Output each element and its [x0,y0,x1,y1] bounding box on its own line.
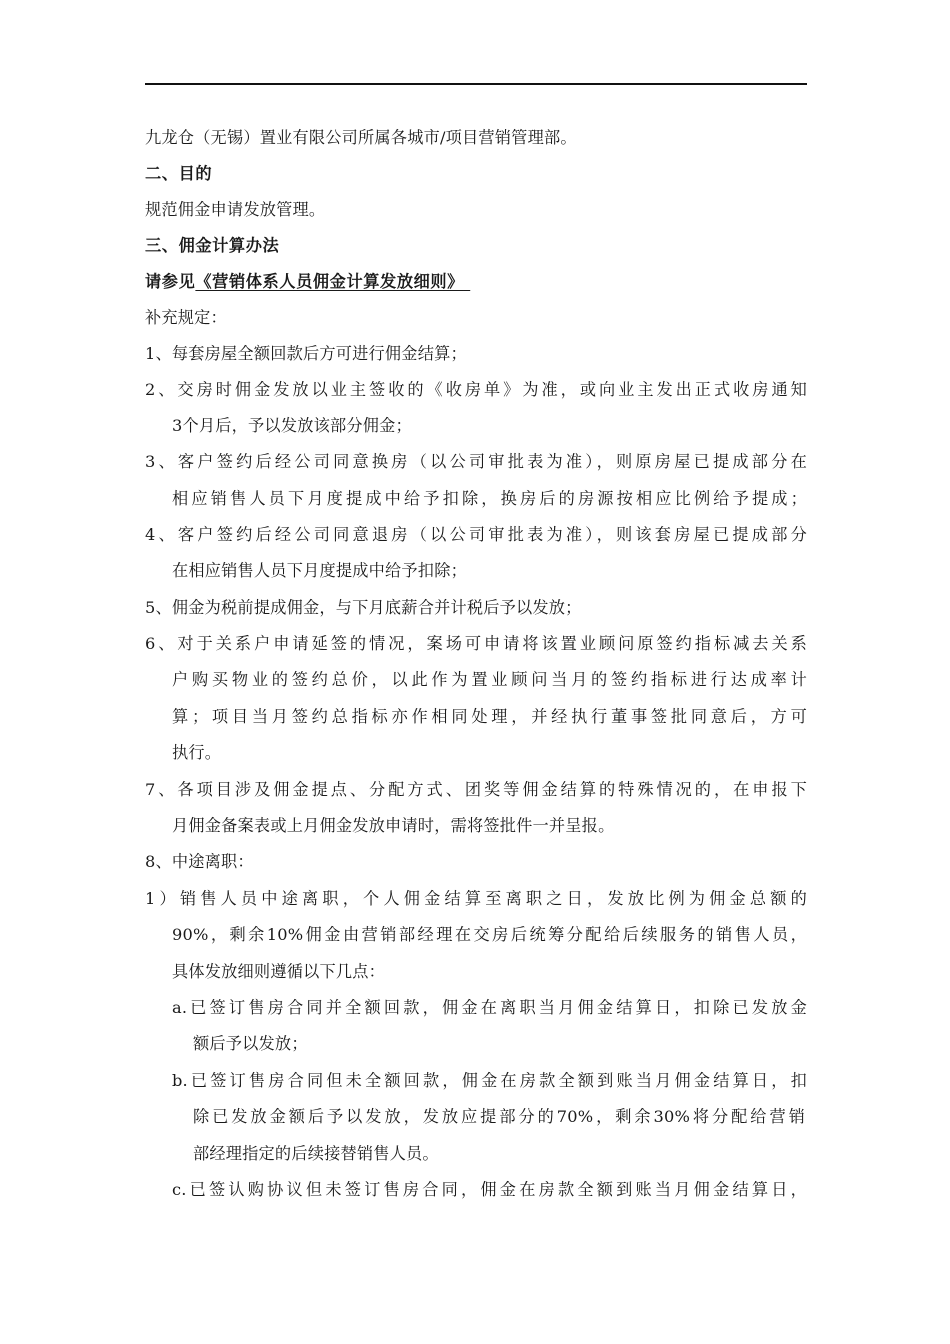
sub-rule-1-line-1: 1）销售人员中途离职，个人佣金结算至离职之日，发放比例为佣金总额的 [145,889,807,908]
section-heading-purpose: 二、目的 [145,164,213,183]
rule-2-line-1: 2、交房时佣金发放以业主签收的《收房单》为准，或向业主发出正式收房通知 [145,380,807,399]
header-rule [145,83,807,85]
rule-3-line-2: 相应销售人员下月度提成中给予扣除，换房后的房源按相应比例给予提成； [172,489,807,508]
reference-document-link[interactable]: 《营销体系人员佣金计算发放细则》 [195,272,464,291]
point-a-line-1: a.已签订售房合同并全额回款，佣金在离职当月佣金结算日，扣除已发放金 [172,998,807,1017]
rule-7-line-2: 月佣金备案表或上月佣金发放申请时，需将签批件一并呈报。 [172,816,615,835]
rule-7-line-1: 7、各项目涉及佣金提点、分配方式、团奖等佣金结算的特殊情况的，在申报下 [145,780,807,799]
sub-rule-1-line-2: 90%，剩余10%佣金由营销部经理在交房后统筹分配给后续服务的销售人员， [172,925,807,944]
purpose-text: 规范佣金申请发放管理。 [145,200,326,219]
point-b-line-2: 除已发放金额后予以发放，发放应提部分的70%，剩余30%将分配给营销 [193,1107,805,1126]
section-heading-calculation: 三、佣金计算办法 [145,236,280,255]
rule-1: 1、每套房屋全额回款后方可进行佣金结算； [145,344,467,363]
point-b-line-3: 部经理指定的后续接替销售人员。 [193,1144,439,1163]
sub-rule-1-line-3: 具体发放细则遵循以下几点： [172,962,386,981]
rule-4-line-2: 在相应销售人员下月度提成中给予扣除； [172,561,467,580]
rule-4-line-1: 4、客户签约后经公司同意退房（以公司审批表为准），则该套房屋已提成部分 [145,525,807,544]
rule-6-line-3: 算；项目当月签约总指标亦作相同处理，并经执行董事签批同意后，方可 [172,707,807,726]
supplementary-label: 补充规定： [145,308,227,327]
point-b-line-1: b.已签订售房合同但未全额回款，佣金在房款全额到账当月佣金结算日，扣 [172,1071,807,1090]
rule-6-line-1: 6、对于关系户申请延签的情况，案场可申请将该置业顾问原签约指标减去关系 [145,634,807,653]
rule-5: 5、佣金为税前提成佣金，与下月底薪合并计税后予以发放； [145,598,582,617]
scope-text: 九龙仓（无锡）置业有限公司所属各城市/项目营销管理部。 [145,128,577,147]
reference-prefix: 请参见 [145,272,196,291]
point-c-line-1: c.已签认购协议但未签订售房合同，佣金在房款全额到账当月佣金结算日， [172,1180,807,1199]
rule-6-line-2: 户购买物业的签约总价，以此作为置业顾问当月的签约指标进行达成率计 [172,670,807,689]
rule-8: 8、中途离职： [145,852,254,871]
rule-6-line-4: 执行。 [172,743,222,762]
reference-line [145,272,470,292]
point-a-line-2: 额后予以发放； [193,1034,308,1053]
rule-3-line-1: 3、客户签约后经公司同意换房（以公司审批表为准），则原房屋已提成部分在 [145,452,807,471]
rule-2-line-2: 3个月后，予以发放该部分佣金； [172,416,412,435]
